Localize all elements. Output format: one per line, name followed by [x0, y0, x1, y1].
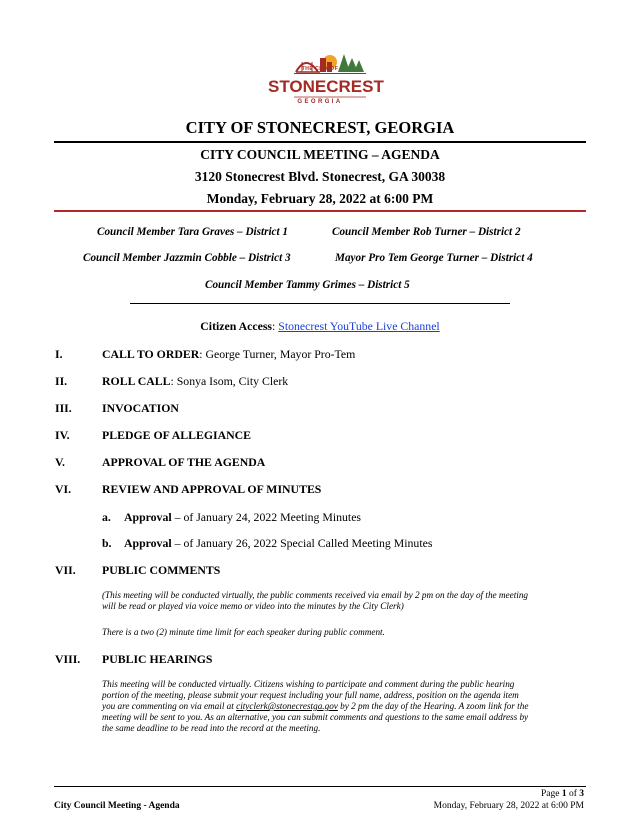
agenda-number: III.: [55, 401, 72, 415]
citizen-access-sep: :: [272, 319, 279, 333]
minutes-item-detail: – of January 26, 2022 Special Called Meeting Minutes: [171, 536, 433, 550]
page-number: [541, 789, 584, 799]
agenda-number: V.: [55, 455, 65, 469]
agenda-item-public-comments: [102, 563, 220, 578]
agenda-item-title: ROLL CALL: [102, 374, 171, 388]
page-label: Page: [540, 789, 562, 799]
agenda-number: VI.: [55, 482, 72, 496]
note-line: meeting will be sent to you. As an alternative, you can submit comments and questions to the same email address by: [102, 712, 529, 722]
note-line: [102, 701, 586, 712]
agenda-number: II.: [55, 374, 68, 388]
agenda-item-title: INVOCATION: [102, 401, 179, 415]
agenda-item-title: CALL TO ORDER: [102, 347, 200, 361]
time-limit-note: There is a two (2) minute time limit for each speaker during public comment.: [102, 627, 385, 637]
council-member: Council Member Tammy Grimes – District 5: [205, 279, 410, 291]
note-text: you are commenting on via email at: [102, 701, 237, 711]
note-text: by 2 pm the day of the Hearing. A zoom link for the: [337, 701, 529, 711]
agenda-item-minutes: [102, 482, 321, 497]
note-line: the same deadline to be read into the record at the meeting.: [102, 723, 321, 733]
agenda-item-approval-agenda: [102, 455, 265, 470]
council-member: Council Member Tara Graves – District 1: [97, 226, 289, 238]
agenda-number: VIII.: [55, 652, 81, 666]
council-member: Council Member Jazzmin Cobble – District 3: [83, 252, 291, 264]
logo-wordmark: STONECREST: [268, 77, 384, 96]
note-line: This meeting will be conducted virtually. Citizens wishing to participate and comment during the public hearing: [102, 679, 515, 689]
logo-subtext: GEORGIA: [297, 99, 343, 105]
header-divider: [54, 210, 586, 212]
agenda-item-roll-call: [102, 374, 288, 389]
agenda-item-detail: : Sonya Isom, City Clerk: [170, 374, 289, 388]
footer-title: City Council Meeting - Agenda: [54, 801, 180, 811]
agenda-number: VII.: [55, 563, 76, 577]
agenda-item-invocation: [102, 401, 179, 416]
page-total: 3: [579, 789, 584, 799]
citizen-access: [0, 319, 640, 334]
note-line: will be read or played via voice memo or video into the minutes by the City Clerk): [102, 601, 404, 611]
public-hearings-note: [102, 679, 586, 734]
minutes-item-detail: – of January 24, 2022 Meeting Minutes: [171, 510, 362, 524]
title-divider: [54, 141, 586, 143]
page-current: 1: [561, 789, 567, 799]
clerk-email-link[interactable]: cityclerk@stonecrestga.gov: [236, 701, 338, 711]
meeting-datetime: Monday, February 28, 2022 at 6:00 PM: [206, 191, 434, 206]
citizen-access-label: Citizen Access: [200, 319, 273, 333]
meeting-address: 3120 Stonecrest Blvd. Stonecrest, GA 30038: [194, 169, 446, 184]
agenda-item-title: REVIEW AND APPROVAL OF MINUTES: [102, 482, 322, 496]
youtube-channel-link[interactable]: Stonecrest YouTube Live Channel: [278, 319, 440, 333]
note-line: portion of the meeting, please submit your request including your full name, address, position on the agenda item: [102, 690, 519, 700]
agenda-item-detail: : George Turner, Mayor Pro-Tem: [199, 347, 356, 361]
page-title: CITY OF STONECREST, GEORGIA: [185, 118, 455, 137]
agenda-item-title: PUBLIC HEARINGS: [102, 652, 213, 666]
minutes-item-title: Approval: [124, 536, 172, 550]
minutes-item: [124, 536, 432, 551]
logo-small-text: THE CITY OF: [301, 66, 339, 72]
council-member: Mayor Pro Tem George Turner – District 4: [335, 252, 533, 264]
minutes-item-title: Approval: [124, 510, 172, 524]
agenda-item-pledge: [102, 428, 251, 443]
agenda-item-title: PUBLIC COMMENTS: [102, 563, 221, 577]
agenda-item-public-hearings: [102, 652, 212, 667]
minutes-letter: b.: [102, 536, 112, 550]
agenda-item-title: APPROVAL OF THE AGENDA: [102, 455, 266, 469]
footer-divider: [54, 786, 586, 787]
agenda-number: IV.: [55, 428, 70, 442]
meeting-title: CITY COUNCIL MEETING – AGENDA: [200, 147, 440, 162]
agenda-number: I.: [55, 347, 63, 361]
agenda-item-title: PLEDGE OF ALLEGIANCE: [102, 428, 252, 442]
council-member: Council Member Rob Turner – District 2: [332, 226, 521, 238]
members-divider: [130, 303, 510, 304]
minutes-letter: a.: [102, 510, 111, 524]
note-line: (This meeting will be conducted virtually, the public comments received via email by 2 pm on the day of the meeting: [102, 590, 529, 600]
agenda-item-call-to-order: [102, 347, 355, 362]
minutes-item: [124, 510, 361, 525]
page-of: of: [566, 789, 580, 799]
footer-date: Monday, February 28, 2022 at 6:00 PM: [433, 801, 584, 811]
public-comments-note: [102, 590, 586, 612]
